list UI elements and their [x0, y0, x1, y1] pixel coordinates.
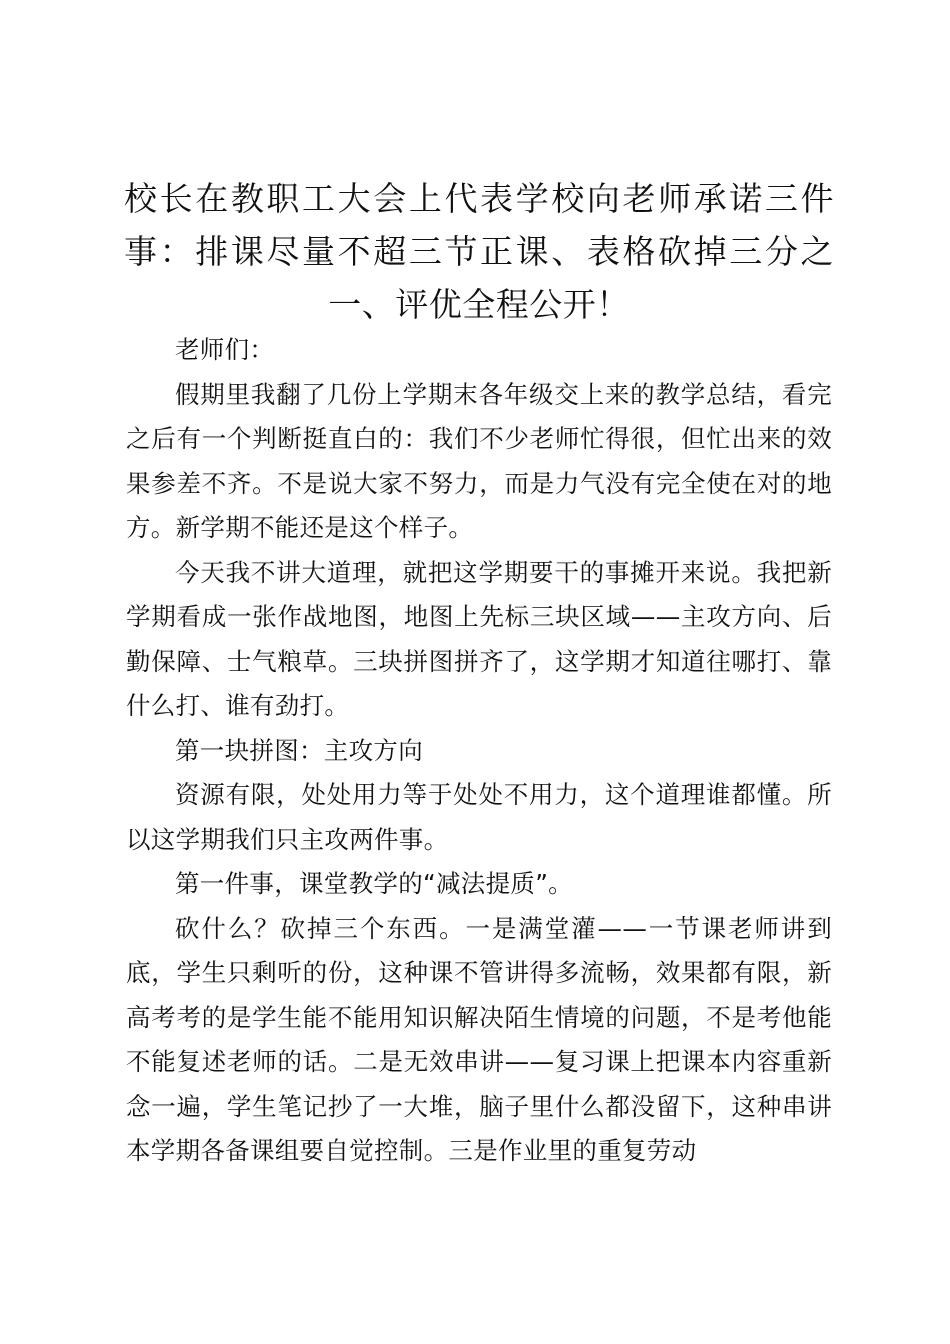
document-body	[126, 328, 832, 1174]
body-paragraph: 砍什么？砍掉三个东西。一是满堂灌——一节课老师讲到底，学生只剩听的份，这种课不管讲得多流畅，效果都有限，新高考考的是学生能不能用知识解决陌生情境的问题，不是考他能不能复述老师的话。二是无效串讲——复习课上把课本内容重新念一遍，学生笔记抄了一大堆，脑子里什么都没留下，这种串讲本学期各备课组要自觉控制。三是作业里的重复劳动	[126, 913, 832, 1165]
body-paragraph: 今天我不讲大道理，就把这学期要干的事摊开来说。我把新学期看成一张作战地图，地图上先标三块区域——主攻方向、后勤保障、士气粮草。三块拼图拼齐了，这学期才知道往哪打、靠什么打、谁有劲打。	[126, 557, 832, 720]
body-paragraph: 第一件事，课堂教学的“减法提质”。	[175, 869, 573, 898]
body-paragraph: 资源有限，处处用力等于处处不用力，这个道理谁都懂。所以这学期我们只主攻两件事。	[126, 780, 832, 854]
salutation-paragraph: 老师们：	[175, 335, 275, 364]
document-title: 校长在教职工大会上代表学校向老师承诺三件事：排课尽量不超三节正课、表格砍掉三分之一、评优全程公开！	[124, 179, 834, 324]
body-paragraph: 假期里我翻了几份上学期末各年级交上来的教学总结，看完之后有一个判断挺直白的：我们不少老师忙得很，但忙出来的效果参差不齐。不是说大家不努力，而是力气没有完全使在对的地方。新学期不能还是这个样子。	[126, 379, 832, 542]
section-heading: 第一块拼图：主攻方向	[175, 735, 423, 765]
